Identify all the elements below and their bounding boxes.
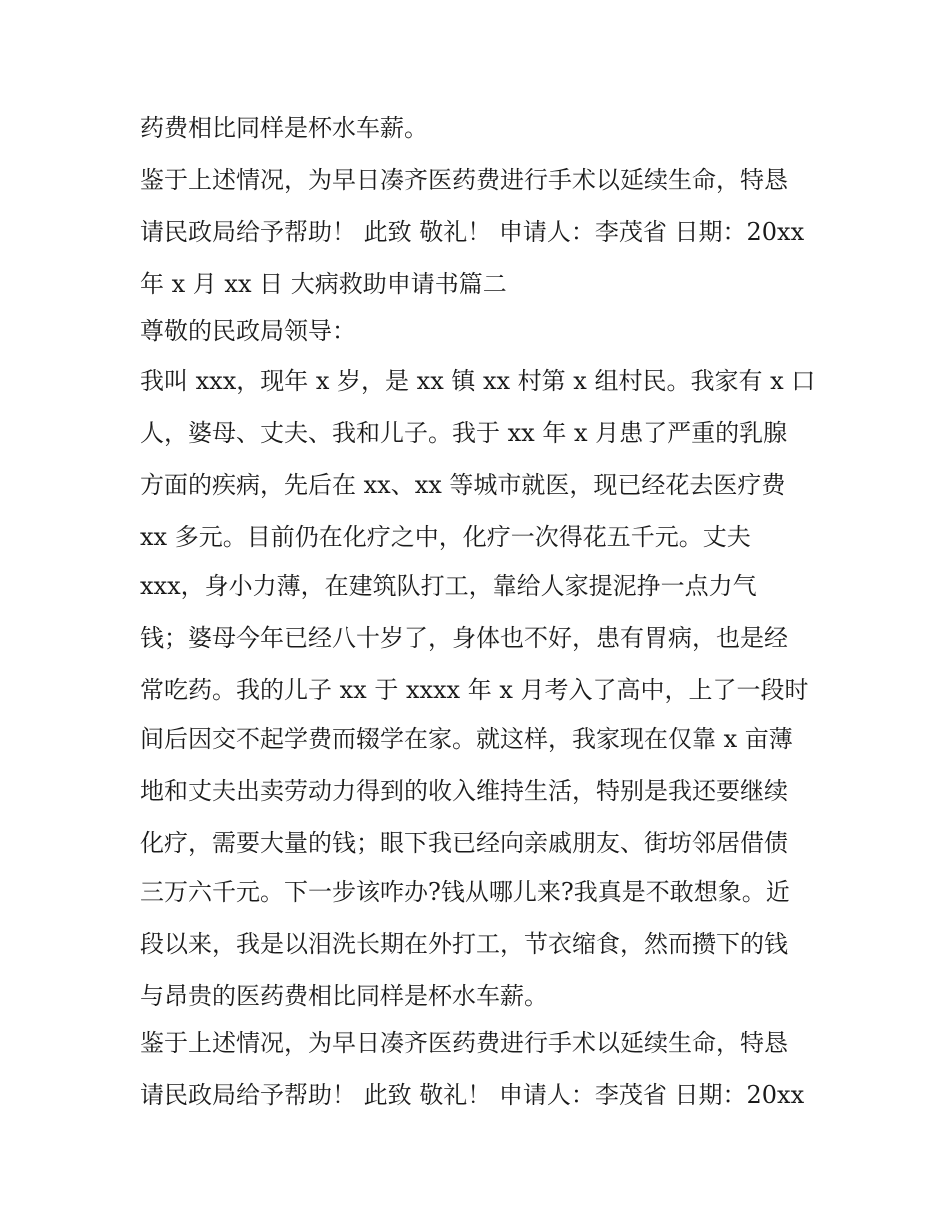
text-line: xxx，身小力薄，在建筑队打工，靠给人家提泥挣一点力气 xyxy=(140,572,757,600)
text-line: 与昂贵的医药费相比同样是杯水车薪。 xyxy=(140,982,548,1010)
text-line: 化疗，需要大量的钱；眼下我已经向亲戚朋友、街坊邻居借债 xyxy=(140,829,788,857)
text-line: 钱；婆母今年已经八十岁了，身体也不好，患有胃病，也是经 xyxy=(140,624,788,652)
text-line: 三万六千元。下一步该咋办?钱从哪儿来?我真是不敢想象。近 xyxy=(140,878,790,906)
text-line: xx 多元。目前仍在化疗之中，化疗一次得花五千元。丈夫 xyxy=(140,523,751,551)
text-line: 我叫 xxx，现年 x 岁，是 xx 镇 xx 村第 x 组村民。我家有 x 口 xyxy=(140,367,816,395)
text-line: 地和丈夫出卖劳动力得到的收入维持生活，特别是我还要继续 xyxy=(140,777,788,805)
text-line: 药费相比同样是杯水车薪。 xyxy=(140,114,428,142)
text-line: 方面的疾病，先后在 xx、xx 等城市就医，现已经花去医疗费 xyxy=(140,471,786,499)
text-line: 常吃药。我的儿子 xx 于 xxxx 年 x 月考入了高中，上了一段时 xyxy=(140,676,809,704)
text-line: 年 x 月 xx 日 大病救助申请书篇二 xyxy=(140,270,507,298)
text-line: 段以来，我是以泪洗长期在外打工，节衣缩食，然而攒下的钱 xyxy=(140,930,788,958)
text-line: 请民政局给予帮助！ 此致 敬礼！ 申请人：李茂省 日期：20xx xyxy=(140,1081,805,1109)
text-line: 请民政局给予帮助！ 此致 敬礼！ 申请人：李茂省 日期：20xx xyxy=(140,218,805,246)
text-line: 鉴于上述情况，为早日凑齐医药费进行手术以延续生命，特恳 xyxy=(140,166,788,194)
text-line: 鉴于上述情况，为早日凑齐医药费进行手术以延续生命，特恳 xyxy=(140,1029,788,1057)
text-line: 人，婆母、丈夫、我和儿子。我于 xx 年 x 月患了严重的乳腺 xyxy=(140,419,788,447)
text-line: 间后因交不起学费而辍学在家。就这样，我家现在仅靠 x 亩薄 xyxy=(140,725,793,753)
text-line: 尊敬的民政局领导： xyxy=(140,317,356,345)
